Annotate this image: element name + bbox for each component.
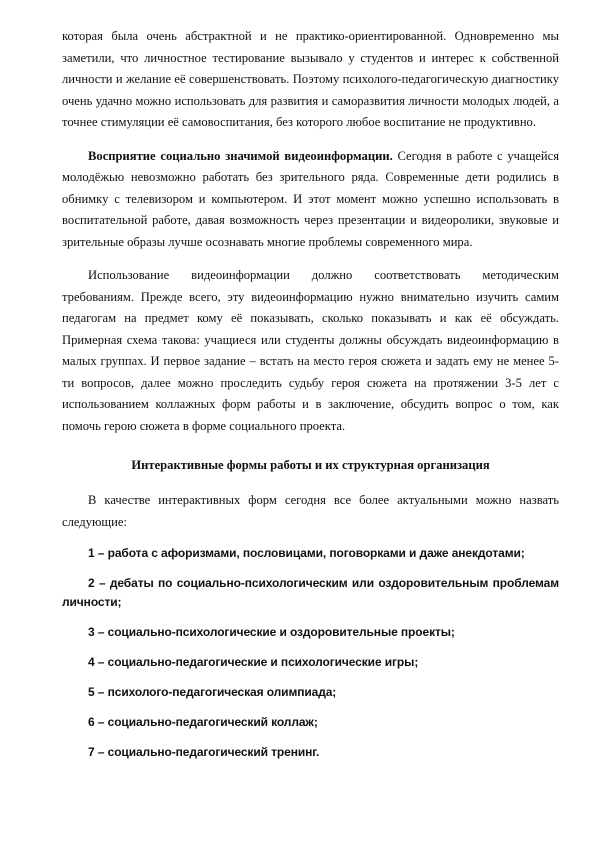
paragraph-3: Использование видеоинформации должно соответствовать методическим требованиям. Прежде всего, эту видеоинформацию нужно внимательно изучить самим педагогам на предмет кому её показывать, сколько показывать и как её обсуждать. Примерная схема такова: учащиеся или студенты должны обсуждать видеоинформацию в малых группах. И первое задание – встать на место героя сюжета и задать ему не менее 5-ти вопросов, далее можно проследить судьбу героя сюжета на протяжении 3-5 лет с использованием коллажных форм работы и в заключение, обсудить вопрос о том, как помочь герою сюжета в форме социального проекта. bbox=[62, 268, 559, 433]
list-item: 3 – социально-психологические и оздоровительные проекты; bbox=[88, 625, 455, 639]
list-item: 5 – психолого-педагогическая олимпиада; bbox=[88, 685, 337, 699]
list-item: 2 – дебаты по социально-психологическим или оздоровительным проблемам личности; bbox=[62, 576, 559, 609]
list-item: 1 – работа с афоризмами, пословицами, поговорками и даже анекдотами; bbox=[88, 546, 525, 560]
paragraph-2-body: Сегодня в работе с учащейся молодёжью невозможно работать без зрительного ряда. Современные дети родились в обнимку с телевизором и компьютером. И этот момент можно успешно использовать в воспитательной работе, давая возможность через презентации и видеоролики, звуковые и зрительные образы лучше осознавать многие проблемы современного мира. bbox=[62, 148, 560, 249]
paragraph-2-lead: Восприятие социально значимой видеоинформации. bbox=[88, 148, 393, 163]
section-heading: Интерактивные формы работы и их структурная организация bbox=[131, 458, 490, 472]
paragraph-4: В качестве интерактивных форм сегодня все более актуальными можно назвать следующие: bbox=[62, 493, 559, 529]
list-item: 6 – социально-педагогический коллаж; bbox=[88, 715, 318, 729]
paragraph-2 bbox=[62, 146, 559, 254]
list-item: 4 – социально-педагогические и психологические игры; bbox=[88, 655, 419, 669]
list-item: 7 – социально-педагогический тренинг. bbox=[88, 745, 320, 759]
forms-list bbox=[62, 544, 559, 762]
paragraph-1: которая была очень абстрактной и не практико-ориентированной. Одновременно мы заметили, что личностное тестирование вызывало у студентов и интерес к собственной личности и желание её совершенствовать. Поэтому психолого-педагогическую диагностику очень удачно можно использовать для развития и саморазвития личности молодых людей, а точнее стимуляции её самовоспитания, без которого любое воспитание не продуктивно. bbox=[62, 29, 559, 129]
